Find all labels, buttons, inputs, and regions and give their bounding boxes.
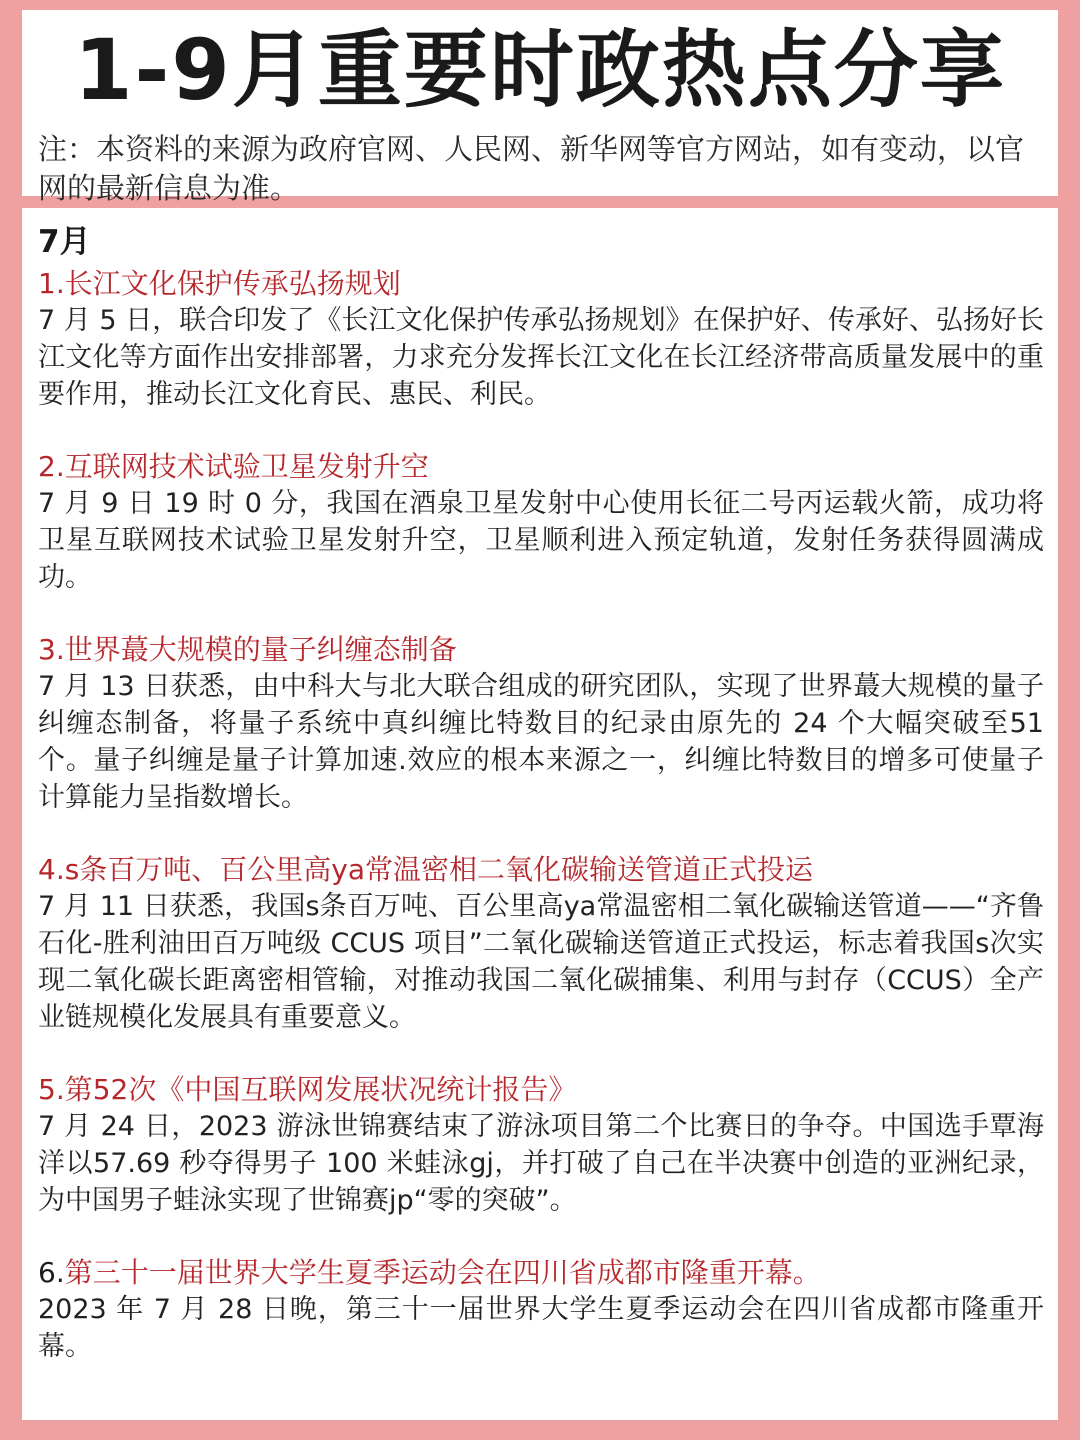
- news-title-text: s条百万吨、百公里高ya常温密相二氧化碳输送管道正式投运: [64, 853, 814, 886]
- page-title: 1-9月重要时政热点分享: [74, 21, 1006, 119]
- news-body: 7 月 5 日，联合印发了《长江文化保护传承弘扬规划》在保护好、传承好、弘扬好长江文化等方面作出安排部署，力求充分发挥长江文化在长江经济带高质量发展中的重要作用，推动长江文化育民、惠民、利民。: [38, 305, 1044, 410]
- news-body: 7 月 24 日，2023 游泳世锦赛结束了游泳项目第二个比赛日的争夺。中国选手覃海洋以57.69 秒夺得男子 100 米蛙泳gj，并打破了自己在半决赛中创造的亚洲纪录，为中国男子蛙泳实现了世锦赛jp“零的突破”。: [38, 1111, 1044, 1216]
- news-number: 3.: [38, 633, 65, 666]
- news-number: 2.: [38, 450, 65, 483]
- news-title: [38, 266, 1044, 302]
- news-title: [38, 1072, 1044, 1108]
- news-body: 7 月 9 日 19 时 0 分，我国在酒泉卫星发射中心使用长征二号丙运载火箭，成功将卫星互联网技术试验卫星发射升空，卫星顺利进入预定轨道，发射任务获得圆满成功。: [38, 488, 1044, 593]
- news-title-text: 第52次《中国互联网发展状况统计报告》: [64, 1073, 577, 1106]
- news-item-5: [38, 1072, 1044, 1219]
- news-number: 5.: [38, 1073, 65, 1106]
- month-heading: 7月: [38, 224, 91, 260]
- news-title: [38, 1255, 1044, 1291]
- news-item-2: [38, 449, 1044, 596]
- news-item-1: [38, 266, 1044, 413]
- news-body: 7 月 11 日获悉，我国s条百万吨、百公里高ya常温密相二氧化碳输送管道——“齐鲁石化-胜利油田百万吨级 CCUS 项目”二氧化碳输送管道正式投运，标志着我国s次实现二氧化碳长距离密相管输，对推动我国二氧化碳捕集、利用与封存（CCUS）全产业链规模化发展具有重要意义。: [38, 891, 1044, 1033]
- content-panel: [22, 208, 1058, 1420]
- news-title-text: 长江文化保护传承弘扬规划: [64, 267, 401, 300]
- news-number: 6.: [38, 1256, 65, 1289]
- news-title-text: 世界蕞大规模的量子纠缠态制备: [64, 633, 457, 666]
- news-item-6: [38, 1255, 1044, 1365]
- header-panel: [22, 10, 1058, 205]
- news-title: [38, 449, 1044, 485]
- news-title: [38, 632, 1044, 668]
- news-title-text: 互联网技术试验卫星发射升空: [64, 450, 429, 483]
- source-note: 注：本资料的来源为政府官网、人民网、新华网等官方网站，如有变动，以官网的最新信息为准。: [38, 132, 1025, 205]
- news-number: 1.: [38, 267, 65, 300]
- news-title-text: 第三十一届世界大学生夏季运动会在四川省成都市隆重开幕。: [64, 1256, 821, 1289]
- news-item-4: [38, 852, 1044, 1036]
- news-body: 7 月 13 日获悉，由中科大与北大联合组成的研究团队，实现了世界蕞大规模的量子纠缠态制备，将量子系统中真纠缠比特数目的纪录由原先的 24 个大幅突破至51 个。量子纠缠是量子计算加速.效应的根本来源之一，纠缠比特数目的增多可使量子计算能力呈指数增长。: [38, 671, 1044, 813]
- news-title: [38, 852, 1044, 888]
- news-body: 2023 年 7 月 28 日晚，第三十一届世界大学生夏季运动会在四川省成都市隆重开幕。: [38, 1294, 1044, 1362]
- news-item-3: [38, 632, 1044, 816]
- news-number: 4.: [38, 853, 65, 886]
